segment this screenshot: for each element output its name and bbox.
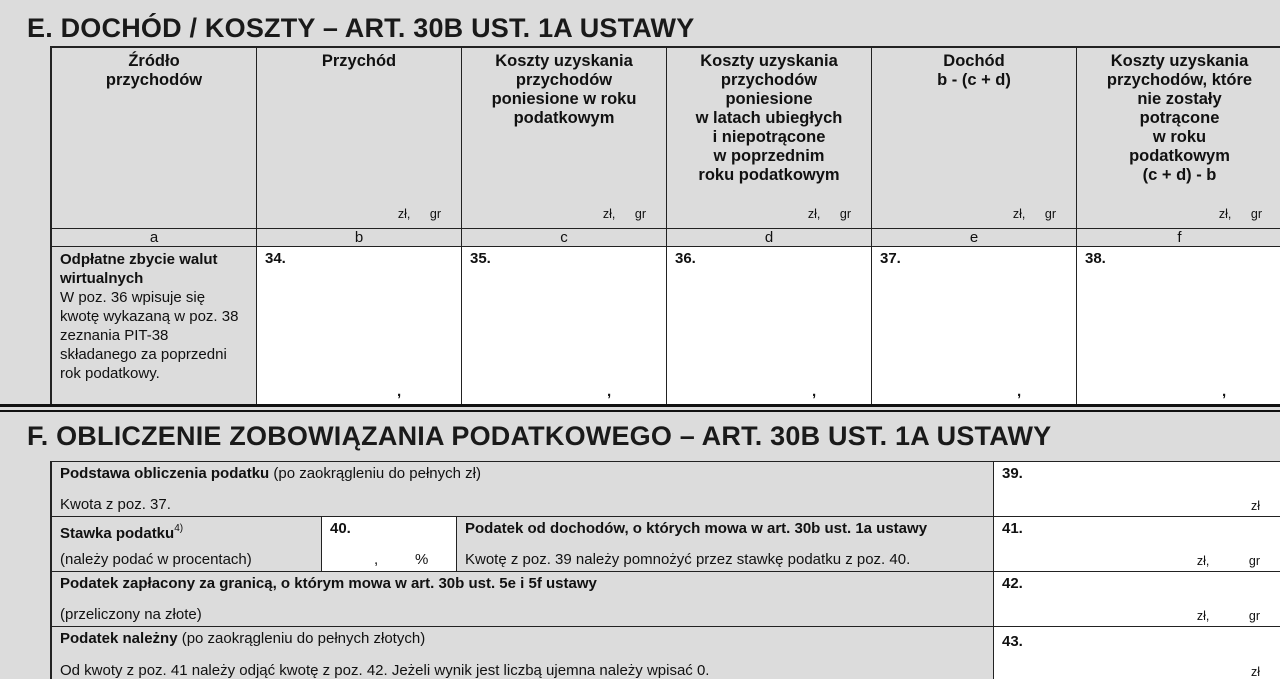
column-letter: f xyxy=(1077,228,1280,247)
field-number: 35. xyxy=(470,250,491,267)
section-f-title: F. OBLICZENIE ZOBOWIĄZANIA PODATKOWEGO – ART. 30B UST. 1A USTAWY xyxy=(27,421,1052,451)
field-comma: , xyxy=(1017,383,1022,400)
column-d xyxy=(667,48,872,404)
row-stawka xyxy=(52,517,1280,572)
field-36[interactable] xyxy=(667,247,871,404)
field-comma: , xyxy=(1222,383,1227,400)
field-number: 37. xyxy=(880,250,901,267)
field-number: 43. xyxy=(1002,633,1023,650)
podstawa-note: Kwota z poz. 37. xyxy=(60,496,171,513)
field-number: 39. xyxy=(1002,465,1023,482)
section-e-title: E. DOCHÓD / KOSZTY – ART. 30B UST. 1A USTAWY xyxy=(27,13,695,43)
source-title: Odpłatne zbycie walut wirtualnych xyxy=(60,251,218,287)
section-f-table xyxy=(50,461,1280,679)
column-header: Koszty uzyskania przychodów poniesione w roku podatkowym zł, gr xyxy=(491,52,646,221)
field-unit: zł, gr xyxy=(1196,554,1260,568)
field-43[interactable] xyxy=(994,627,1280,679)
row-podstawa xyxy=(52,462,1280,517)
column-header: Koszty uzyskania przychodów poniesione w latach ubiegłych i niepotrącone w poprzednim roku podatkowym zł, gr xyxy=(695,52,851,221)
column-c xyxy=(462,48,667,404)
field-37[interactable] xyxy=(872,247,1076,404)
field-unit: zł, gr xyxy=(1196,609,1260,623)
column-letter: a xyxy=(52,228,256,247)
field-number: 38. xyxy=(1085,250,1106,267)
column-header: Źródło przychodów xyxy=(105,52,203,89)
source-cell xyxy=(52,247,256,404)
column-e xyxy=(872,48,1077,404)
field-number: 36. xyxy=(675,250,696,267)
field-40[interactable] xyxy=(322,517,457,571)
field-34[interactable] xyxy=(257,247,461,404)
field-number: 34. xyxy=(265,250,286,267)
podatek-zaplacony-note: (przeliczony na złote) xyxy=(60,606,202,623)
podatek-dochody-label-cell: Podatek od dochodów, o których mowa w art. 30b ust. 1a ustawy Kwotę z poz. 39 należy pomnożyć przez stawkę podatku z poz. 40. xyxy=(457,517,994,571)
column-header: Koszty uzyskania przychodów, które nie zostały potrącone w roku podatkowym (c + d) - b zł, gr xyxy=(1106,52,1262,221)
podatek-nalezny-note: Od kwoty z poz. 41 należy odjąć kwotę z poz. 42. Jeżeli wynik jest liczbą ujemna należy wpisać 0. xyxy=(60,662,710,679)
podstawa-label-cell: Podstawa obliczenia podatku (po zaokrągleniu do pełnych zł) Kwota z poz. 37. xyxy=(52,462,994,516)
field-number: 41. xyxy=(1002,520,1023,537)
column-letter: d xyxy=(667,228,871,247)
field-comma: , xyxy=(374,551,379,568)
column-a xyxy=(52,48,257,404)
field-41[interactable] xyxy=(994,517,1280,571)
column-letter: b xyxy=(257,228,461,247)
column-header: Przychód zł, gr xyxy=(321,52,441,221)
row-podatek-nalezny xyxy=(52,627,1280,679)
field-38[interactable] xyxy=(1077,247,1280,404)
column-letter: e xyxy=(872,228,1076,247)
section-divider xyxy=(0,404,1280,407)
percent-sign: % xyxy=(415,551,429,568)
column-f xyxy=(1077,48,1280,404)
row-podatek-zaplacony xyxy=(52,572,1280,627)
source-note: W poz. 36 wpisuje się kwotę wykazaną w poz. 38 zeznania PIT-38 składanego za poprzedni rok podatkowy. xyxy=(60,289,239,382)
field-comma: , xyxy=(607,383,612,400)
field-unit: zł xyxy=(1250,499,1260,513)
column-letter: c xyxy=(462,228,666,247)
column-header: Dochód b - (c + d) zł, gr xyxy=(937,52,1056,221)
field-39[interactable] xyxy=(994,462,1280,516)
field-number: 40. xyxy=(330,520,351,537)
field-unit: zł xyxy=(1250,665,1260,679)
field-comma: , xyxy=(397,383,402,400)
podatek-nalezny-label-cell: Podatek należny (po zaokrągleniu do pełnych złotych) Od kwoty z poz. 41 należy odjąć kwotę z poz. 42. Jeżeli wynik jest liczbą ujemna należy wpisać 0. xyxy=(52,627,994,679)
field-35[interactable] xyxy=(462,247,666,404)
field-comma: , xyxy=(812,383,817,400)
podatek-dochody-note: Kwotę z poz. 39 należy pomnożyć przez stawkę podatku z poz. 40. xyxy=(465,551,911,568)
field-number: 42. xyxy=(1002,575,1023,592)
stawka-note: (należy podać w procentach) xyxy=(60,551,252,568)
stawka-label-cell: Stawka podatku$^{4)}$ (należy podać w procentach) xyxy=(52,517,322,571)
section-divider xyxy=(0,410,1280,412)
section-e-table xyxy=(50,46,1280,404)
podatek-zaplacony-label-cell: Podatek zapłacony za granicą, o którym mowa w art. 30b ust. 5e i 5f ustawy (przeliczony na złote) xyxy=(52,572,994,626)
column-b xyxy=(257,48,462,404)
field-42[interactable] xyxy=(994,572,1280,626)
